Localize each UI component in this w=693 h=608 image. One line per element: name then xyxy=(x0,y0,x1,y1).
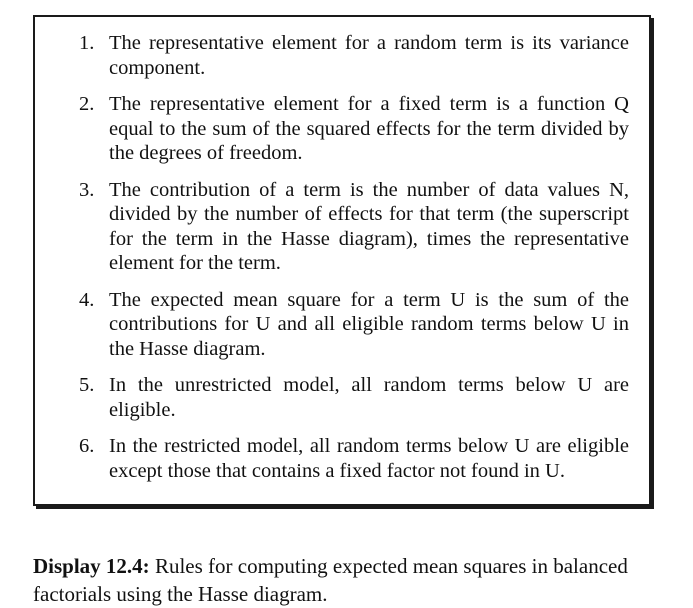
rule-item xyxy=(79,92,629,166)
rule-text: In the unrestricted model, all random terms below U are eligible. xyxy=(109,374,629,421)
rule-item xyxy=(79,178,629,276)
caption-label: Display 12.4: xyxy=(33,554,150,578)
rules-box xyxy=(33,15,651,506)
rule-item xyxy=(79,434,629,483)
rule-number: 5. xyxy=(79,374,95,396)
rule-text: The representative element for a random term is its variance component. xyxy=(109,32,629,79)
rule-number: 1. xyxy=(79,32,95,54)
rule-item xyxy=(79,31,629,80)
rule-text: The expected mean square for a term U is the sum of the contributions for U and all eligible random terms below U in the Hasse diagram. xyxy=(109,288,629,360)
rule-item xyxy=(79,373,629,422)
rule-text: In the restricted model, all random terms below U are eligible except those that contains a fixed factor not found in U. xyxy=(109,435,629,482)
rule-number: 6. xyxy=(79,435,95,457)
rule-number: 3. xyxy=(79,178,95,201)
rules-list xyxy=(79,31,629,495)
rule-item xyxy=(79,288,629,362)
rule-number: 2. xyxy=(79,93,95,115)
caption-text: Rules for computing expected mean squares in balanced factorials using the Hasse diagram. xyxy=(33,554,628,606)
figure-caption xyxy=(33,552,663,608)
rule-text: The contribution of a term is the number of data values N, divided by the number of effects for that term (the superscript for the term in the Hasse diagram), times the representative element for the term. xyxy=(109,178,629,274)
rule-text: The representative element for a fixed term is a function Q equal to the sum of the squared effects for the term divided by the degrees of freedom. xyxy=(109,93,629,164)
rule-number: 4. xyxy=(79,288,95,311)
